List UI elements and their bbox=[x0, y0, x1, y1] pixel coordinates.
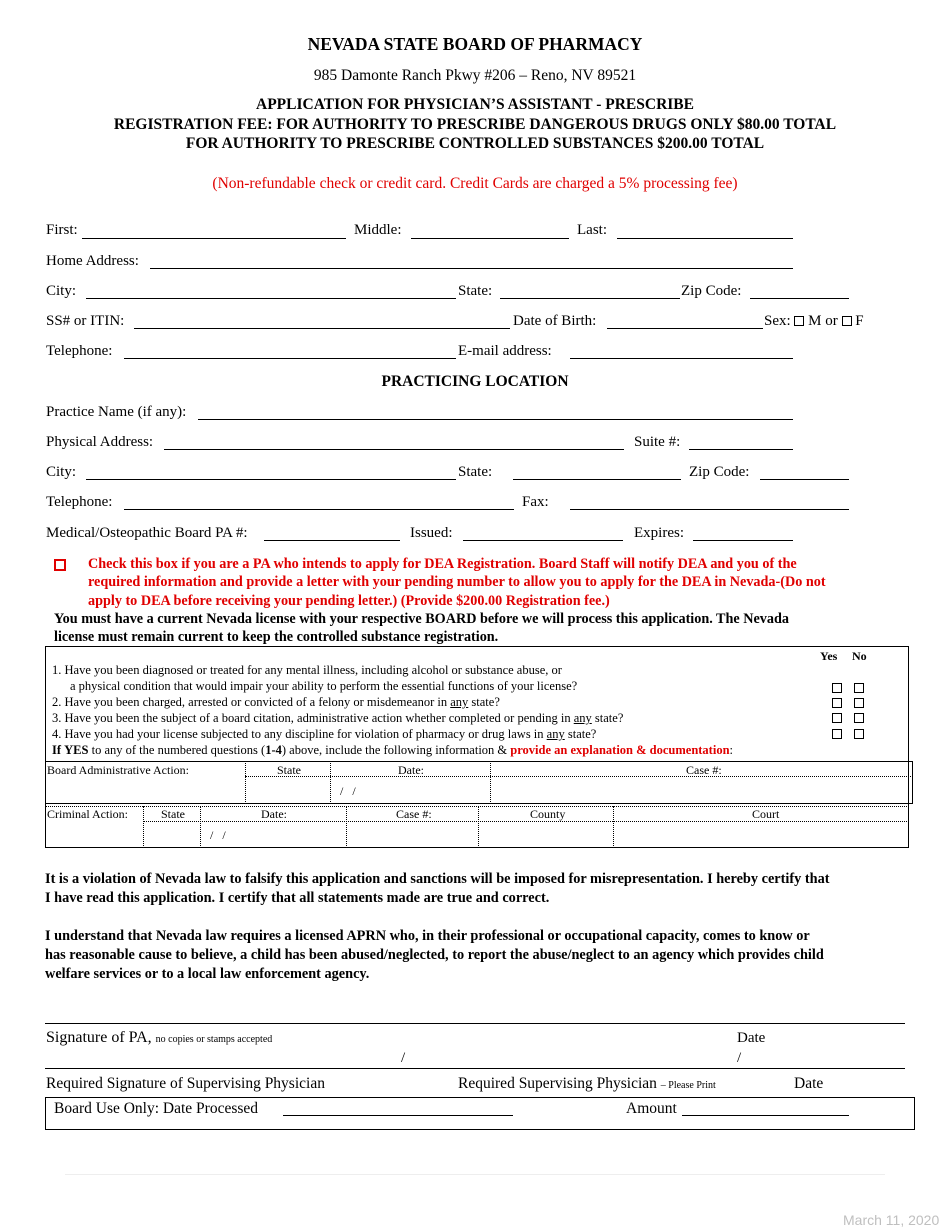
q3-yes-checkbox[interactable] bbox=[832, 713, 842, 723]
footer-date: March 11, 2020 bbox=[843, 1212, 940, 1228]
fax-label: Fax: bbox=[522, 494, 549, 510]
question-4-end: state? bbox=[564, 727, 597, 741]
question-4 bbox=[52, 727, 596, 742]
city-field[interactable] bbox=[86, 298, 456, 299]
sex-group bbox=[764, 313, 864, 330]
slash-1: / bbox=[401, 1050, 406, 1066]
question-1b: a physical condition that would impair your ability to perform the essential functions of your license? bbox=[70, 679, 578, 693]
criminal-date-field[interactable]: / / bbox=[210, 828, 226, 842]
fee-note: (Non-refundable check or credit card. Credit Cards are charged a 5% processing fee) bbox=[212, 175, 738, 192]
question-2-end: state? bbox=[468, 695, 500, 709]
board-use-label: Board Use Only: Date Processed bbox=[54, 1100, 259, 1117]
statement-2-line-2: has reasonable cause to believe, a child has been abused/neglected, to report the abuse/neglect to an agency which provides child bbox=[45, 947, 824, 963]
zip-field[interactable] bbox=[750, 298, 849, 299]
q4-yes-checkbox[interactable] bbox=[832, 729, 842, 739]
col-divider bbox=[245, 761, 246, 804]
amount-label: Amount bbox=[626, 1100, 677, 1117]
board-action-state-header: State bbox=[277, 763, 301, 777]
practice-city-field[interactable] bbox=[86, 479, 456, 480]
criminal-action-label: Criminal Action: bbox=[47, 807, 128, 821]
practice-zip-label: Zip Code: bbox=[689, 464, 750, 480]
col-divider bbox=[346, 806, 347, 848]
question-4-any: any bbox=[546, 727, 565, 741]
col-divider bbox=[200, 806, 201, 848]
q2-yes-checkbox[interactable] bbox=[832, 698, 842, 708]
q2-no-checkbox[interactable] bbox=[854, 698, 864, 708]
if-text-2: ) above, include the following information & bbox=[281, 743, 511, 757]
last-name-field[interactable] bbox=[617, 238, 793, 239]
email-field[interactable] bbox=[570, 358, 793, 359]
criminal-divider bbox=[143, 821, 909, 822]
practice-telephone-field[interactable] bbox=[124, 509, 514, 510]
city-label: City: bbox=[46, 283, 77, 299]
date-processed-field[interactable] bbox=[283, 1115, 513, 1116]
pa-signature-note: no copies or stamps accepted bbox=[155, 1034, 273, 1045]
fee-line-2: FOR AUTHORITY TO PRESCRIBE CONTROLLED SUBSTANCES $200.00 TOTAL bbox=[185, 135, 765, 152]
state-field[interactable] bbox=[500, 298, 680, 299]
last-label: Last: bbox=[577, 222, 607, 238]
board-action-label: Board Administrative Action: bbox=[47, 763, 189, 777]
question-3-end: state? bbox=[591, 711, 624, 725]
pa-signature-text: Signature of PA, bbox=[46, 1029, 152, 1046]
pa-signature-label bbox=[46, 1029, 272, 1047]
dea-line-1: Check this box if you are a PA who intends to apply for DEA Registration. Board Staff will notify DEA and you of the bbox=[88, 556, 797, 572]
explanation-note: provide an explanation & documentation bbox=[510, 743, 730, 757]
practice-heading: PRACTICING LOCATION bbox=[381, 373, 569, 390]
telephone-field[interactable] bbox=[124, 358, 456, 359]
practice-name-field[interactable] bbox=[198, 419, 793, 420]
practice-telephone-label: Telephone: bbox=[46, 494, 113, 510]
ssn-field[interactable] bbox=[134, 328, 510, 329]
dea-checkbox[interactable] bbox=[54, 559, 66, 571]
question-3-any: any bbox=[573, 711, 592, 725]
telephone-label: Telephone: bbox=[46, 343, 113, 359]
dob-label: Date of Birth: bbox=[513, 313, 597, 329]
sex-f-label: F bbox=[855, 313, 864, 329]
issued-field[interactable] bbox=[463, 540, 623, 541]
if-yes-instructions bbox=[52, 743, 733, 758]
question-1a: 1. Have you been diagnosed or treated for any mental illness, including alcohol or substance abuse, or bbox=[52, 663, 562, 677]
question-4-text: 4. Have you had your license subjected to any discipline for violation of pharmacy or drug laws in bbox=[52, 727, 547, 741]
signature-top-rule bbox=[45, 1023, 905, 1024]
middle-name-field[interactable] bbox=[411, 238, 569, 239]
dob-field[interactable] bbox=[607, 328, 763, 329]
supervising-date-label: Date bbox=[794, 1075, 824, 1092]
question-2-any: any bbox=[450, 695, 469, 709]
home-address-label: Home Address: bbox=[46, 253, 139, 269]
board-action-divider bbox=[245, 776, 913, 777]
practice-zip-field[interactable] bbox=[760, 479, 849, 480]
ssn-label: SS# or ITIN: bbox=[46, 313, 125, 329]
practice-city-label: City: bbox=[46, 464, 77, 480]
board-action-case-header: Case #: bbox=[686, 763, 722, 777]
sex-m-checkbox[interactable] bbox=[794, 316, 804, 326]
physical-address-label: Physical Address: bbox=[46, 434, 154, 450]
board-pa-field[interactable] bbox=[264, 540, 400, 541]
expires-field[interactable] bbox=[693, 540, 793, 541]
if-word: If bbox=[52, 743, 62, 757]
question-3 bbox=[52, 711, 623, 726]
practice-name-label: Practice Name (if any): bbox=[46, 404, 187, 420]
dea-line-2: required information and provide a letter with your pending number to allow you to apply for the DEA in Nevada-(Do not bbox=[88, 574, 826, 590]
statement-2-line-3: welfare services or to a local law enforcement agency. bbox=[45, 966, 370, 982]
supervising-signature-label: Required Signature of Supervising Physician bbox=[46, 1075, 325, 1092]
board-title: NEVADA STATE BOARD OF PHARMACY bbox=[307, 34, 643, 54]
yes-header: Yes bbox=[820, 649, 838, 663]
range-word: 1-4 bbox=[265, 743, 282, 757]
if-colon: : bbox=[729, 743, 734, 757]
statement-2-line-1: I understand that Nevada law requires a licensed APRN who, in their professional or occupational capacity, comes to know or bbox=[45, 928, 810, 944]
form-title: APPLICATION FOR PHYSICIAN’S ASSISTANT - PRESCRIBE bbox=[256, 96, 694, 113]
physical-address-field[interactable] bbox=[164, 449, 624, 450]
q1-no-checkbox[interactable] bbox=[854, 683, 864, 693]
middle-label: Middle: bbox=[354, 222, 402, 238]
email-label: E-mail address: bbox=[458, 343, 552, 359]
question-2 bbox=[52, 695, 500, 710]
suite-label: Suite #: bbox=[634, 434, 681, 450]
board-pa-label: Medical/Osteopathic Board PA #: bbox=[46, 525, 248, 541]
col-divider bbox=[490, 761, 491, 804]
sex-f-checkbox[interactable] bbox=[842, 316, 852, 326]
supervising-print-note: – Please Print bbox=[660, 1080, 716, 1091]
criminal-case-header: Case #: bbox=[396, 807, 432, 821]
no-header: No bbox=[852, 649, 867, 663]
amount-field[interactable] bbox=[682, 1115, 849, 1116]
pa-signature-line[interactable] bbox=[45, 1068, 905, 1069]
col-divider bbox=[330, 761, 331, 804]
first-name-field[interactable] bbox=[82, 238, 346, 239]
board-address: 985 Damonte Ranch Pkwy #206 – Reno, NV 89521 bbox=[313, 67, 637, 84]
practice-state-label: State: bbox=[458, 464, 493, 480]
question-2-text: 2. Have you been charged, arrested or convicted of a felony or misdemeanor in bbox=[52, 695, 451, 709]
dea-line-3: apply to DEA before receiving your pending letter.) (Provide $200.00 Registration fee.) bbox=[88, 593, 610, 609]
board-action-date-header: Date: bbox=[398, 763, 424, 777]
statement-1-line-2: I have read this application. I certify that all statements made are true and correct. bbox=[45, 890, 550, 906]
pa-date-label: Date bbox=[737, 1030, 766, 1046]
criminal-county-header: County bbox=[530, 807, 566, 821]
fee-line-1: REGISTRATION FEE: FOR AUTHORITY TO PRESCRIBE DANGEROUS DRUGS ONLY $80.00 TOTAL bbox=[113, 116, 837, 133]
board-action-date-field[interactable]: / / bbox=[340, 784, 356, 798]
if-text-1: to any of the numbered questions ( bbox=[88, 743, 266, 757]
slash-2: / bbox=[737, 1050, 742, 1066]
criminal-date-header: Date: bbox=[261, 807, 287, 821]
suite-field[interactable] bbox=[689, 449, 793, 450]
zip-label: Zip Code: bbox=[681, 283, 742, 299]
home-address-field[interactable] bbox=[150, 268, 793, 269]
col-divider bbox=[143, 806, 144, 848]
supervising-print-label bbox=[458, 1075, 716, 1093]
col-divider bbox=[613, 806, 614, 848]
criminal-state-header: State bbox=[161, 807, 185, 821]
license-notice-2: license must remain current to keep the controlled substance registration. bbox=[54, 629, 499, 645]
issued-label: Issued: bbox=[410, 525, 453, 541]
criminal-court-header: Court bbox=[752, 807, 780, 821]
state-label: State: bbox=[458, 283, 493, 299]
practice-state-field[interactable] bbox=[513, 479, 681, 480]
first-label: First: bbox=[46, 222, 78, 238]
license-notice-1: You must have a current Nevada license with your respective BOARD before we will process this application. The Nevada bbox=[54, 611, 789, 627]
supervising-print-text: Required Supervising Physician bbox=[458, 1075, 657, 1092]
yes-word: YES bbox=[64, 743, 89, 757]
sex-label: Sex: bbox=[764, 313, 791, 329]
col-divider bbox=[478, 806, 479, 848]
statement-1-line-1: It is a violation of Nevada law to falsify this application and sanctions will be imposed for misrepresentation. I hereby certify that bbox=[45, 871, 830, 887]
fax-field[interactable] bbox=[570, 509, 849, 510]
q4-no-checkbox[interactable] bbox=[854, 729, 864, 739]
sex-m-label: M or bbox=[808, 313, 838, 329]
footer-rule bbox=[65, 1174, 885, 1175]
q3-no-checkbox[interactable] bbox=[854, 713, 864, 723]
expires-label: Expires: bbox=[634, 525, 684, 541]
question-3-text: 3. Have you been the subject of a board citation, administrative action whether completed or pending in bbox=[52, 711, 574, 725]
q1-yes-checkbox[interactable] bbox=[832, 683, 842, 693]
